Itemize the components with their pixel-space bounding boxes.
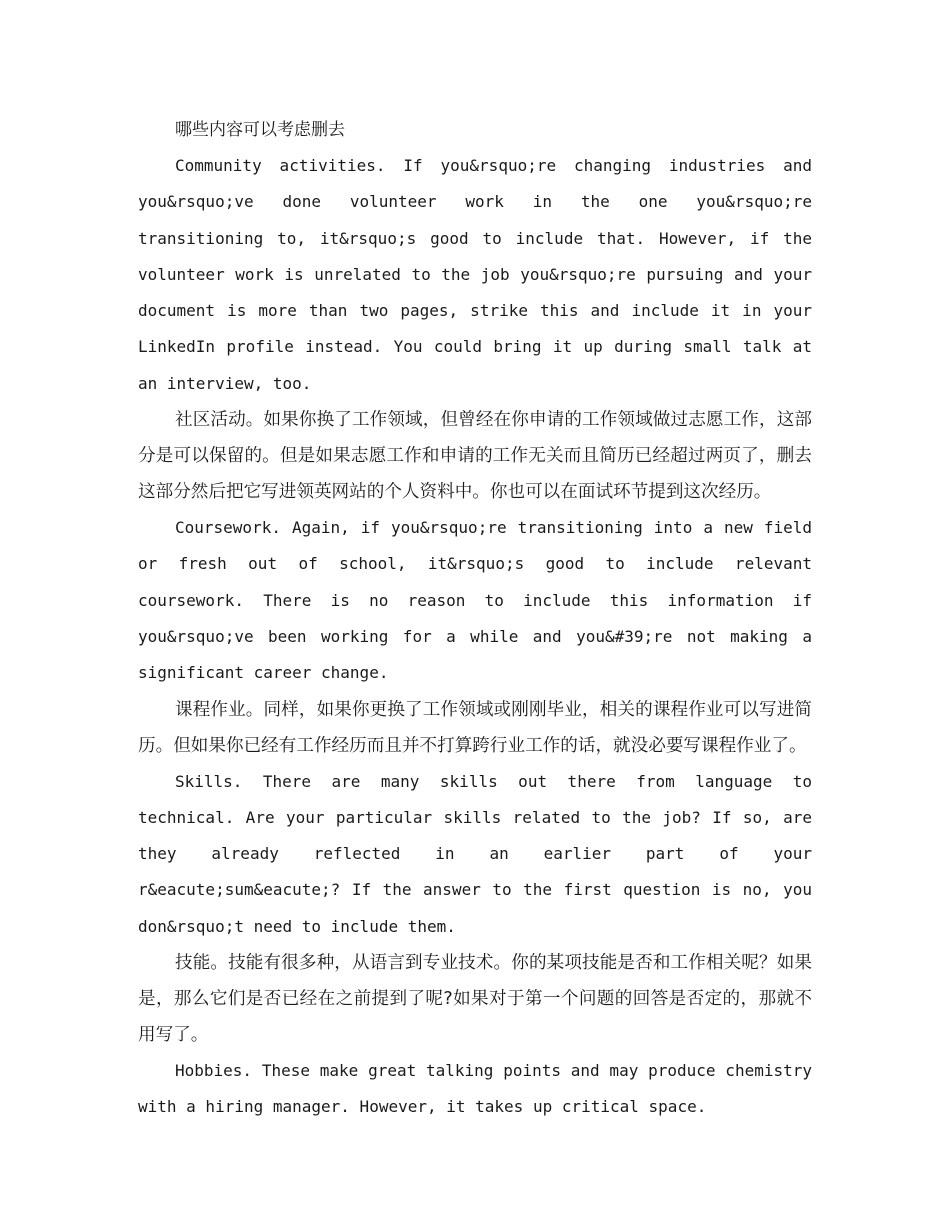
section-heading: 哪些内容可以考虑删去 [175,120,345,140]
paragraph-community-activities-zh: 社区活动。如果你换了工作领域，但曾经在你申请的工作领域做过志愿工作，这部分是可以保留的。但是如果志愿工作和申请的工作无关而且简历已经超过两页了，删去这部分然后把它写进领英网站的个人资料中。你也可以在面试环节提到这次经历。 [138,410,812,503]
paragraph-skills-zh: 技能。技能有很多种，从语言到专业技术。你的某项技能是否和工作相关呢？如果是，那么它们是否已经在之前提到了呢?如果对于第一个问题的回答是否定的，那就不用写了。 [138,953,812,1046]
paragraph-coursework-en: Coursework. Again, if you&rsquo;re transitioning into a new field or fresh out of school, it&rsquo;s good to include relevant coursework. There is no reason to include this information if you&rsquo;ve been working for a while and you&#39;re not making a significant career change. [138,518,812,683]
paragraph-hobbies-en: Hobbies. These make great talking points and may produce chemistry with a hiring manager. However, it takes up critical space. [138,1061,812,1117]
paragraph-skills-en: Skills. There are many skills out there from language to technical. Are your particular skills related to the job? If so, are they already reflected in an earlier part of your r&eacute;sum&eacute;? If the answer to the first question is no, you don&rsquo;t need to include them. [138,771,812,936]
paragraph-community-activities-en: Community activities. If you&rsquo;re changing industries and you&rsquo;ve done volunteer work in the one you&rsquo;re transitioning to, it&rsquo;s good to include that. However, if the volunteer work is unrelated to the job you&rsquo;re pursuing and your document is more than two pages, strike this and include it in your LinkedIn profile instead. You could bring it up during small talk at an interview, too. [138,156,812,393]
document-page [138,112,812,1126]
paragraph-coursework-zh: 课程作业。同样，如果你更换了工作领域或刚刚毕业，相关的课程作业可以写进简历。但如果你已经有工作经历而且并不打算跨行业工作的话，就没必要写课程作业了。 [138,699,812,756]
